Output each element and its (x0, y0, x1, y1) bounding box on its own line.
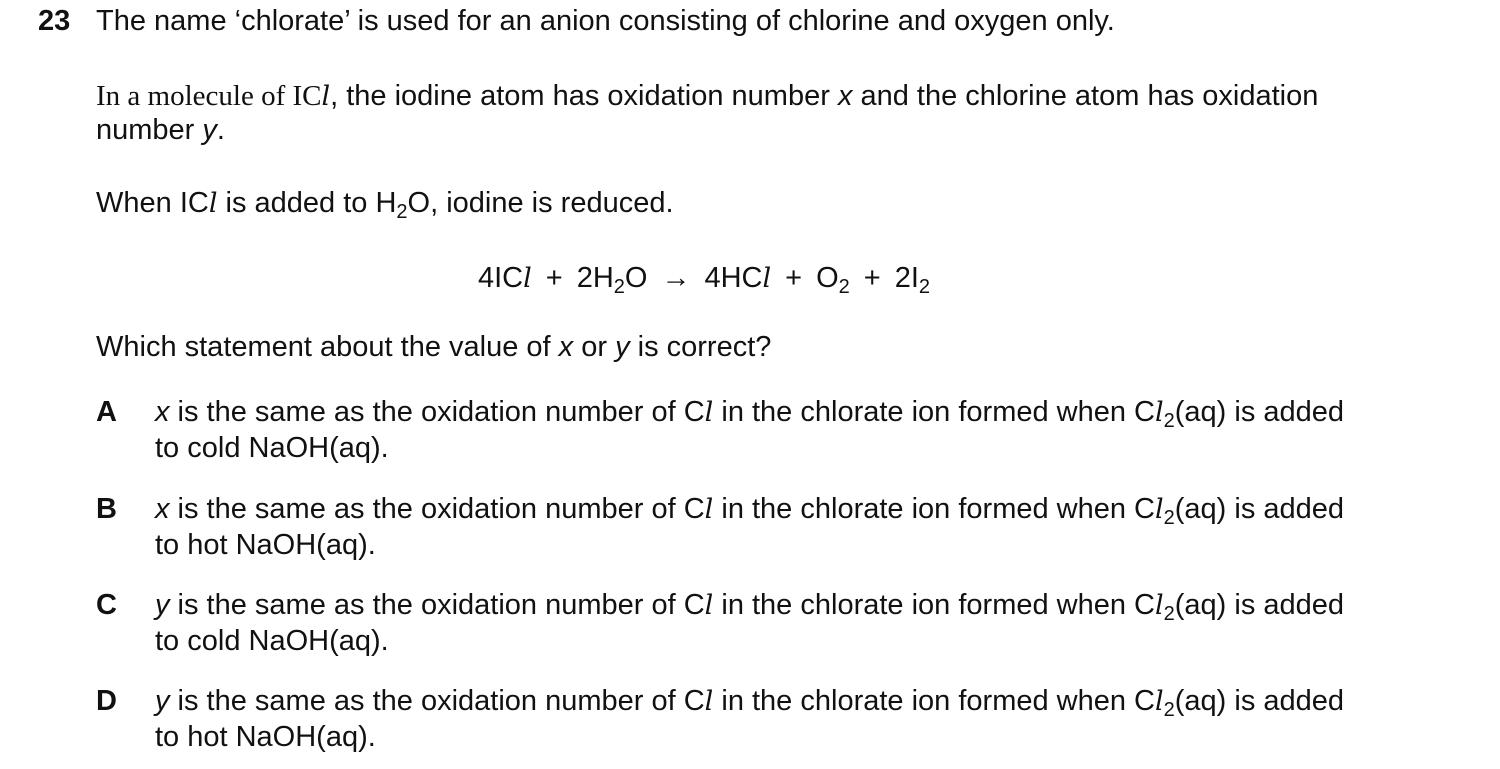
text-segment: in the chlorate ion formed when C (713, 493, 1155, 525)
text-segment: in the chlorate ion formed when C (713, 589, 1155, 621)
option-variable: x (155, 396, 170, 428)
subscript: 2 (396, 201, 408, 223)
variable-x: x (837, 80, 853, 112)
subscript: 2 (838, 276, 850, 298)
chlorine-l-glyph: l (704, 686, 714, 717)
reaction-arrow-icon: → (661, 262, 691, 294)
text-segment: (aq) is added (1174, 396, 1345, 428)
equation-term: 2I (894, 262, 919, 294)
chlorine-l-glyph: l (208, 188, 218, 219)
text-segment: in the chlorate ion formed when C (713, 396, 1155, 428)
text-segment: number (96, 114, 203, 146)
text-segment: is the same as the oxidation number of C (169, 685, 705, 717)
chlorine-l-glyph: l (704, 590, 714, 621)
chlorine-l-glyph: l (762, 263, 772, 294)
variable-y: y (202, 114, 217, 146)
subscript: 2 (1163, 410, 1175, 432)
option-letter[interactable]: A (96, 396, 117, 428)
text-segment: in the chlorate ion formed when C (713, 685, 1155, 717)
option-text-line-2[interactable]: to cold NaOH(aq). (155, 432, 389, 464)
variable-x: x (558, 331, 574, 363)
chlorine-l-glyph: l (523, 263, 532, 294)
chlorine-l-glyph: l (1155, 494, 1164, 525)
chlorine-l-glyph: l (1155, 397, 1164, 428)
question-molecule-line-2 (96, 113, 225, 148)
text-segment: or (573, 331, 616, 363)
text-segment: (aq) is added (1174, 685, 1345, 717)
option-variable: y (155, 685, 170, 717)
subscript: 2 (613, 276, 625, 298)
chlorine-l-glyph: l (704, 494, 714, 525)
text-segment: is correct? (629, 331, 772, 363)
text-segment: (aq) is added (1174, 589, 1345, 621)
text-segment: O, iodine is reduced. (407, 187, 674, 219)
text-segment: is the same as the oxidation number of C (169, 493, 705, 525)
question-reduction-line (96, 186, 674, 221)
chlorine-l-glyph: l (704, 397, 714, 428)
text-segment: In a molecule of IC (96, 80, 322, 112)
equation-term: 4HC (704, 262, 763, 294)
option-variable: x (155, 493, 170, 525)
equation-term: O (624, 262, 648, 294)
chlorine-l-glyph: l (1155, 686, 1164, 717)
subscript: 2 (1163, 699, 1175, 721)
subscript: 2 (918, 276, 931, 298)
option-letter[interactable]: B (96, 493, 117, 525)
text-segment: and the chlorine atom has oxidation (852, 80, 1319, 112)
variable-y: y (615, 331, 630, 363)
option-text-line-1[interactable] (155, 395, 1344, 430)
question-molecule-line (96, 79, 1318, 114)
equation-term: 4IC (478, 262, 524, 294)
text-segment: Which statement about the value of (96, 331, 559, 363)
text-segment: is added to H (217, 187, 397, 219)
option-text-line-1[interactable] (155, 492, 1344, 527)
text-segment: , the iodine atom has oxidation number (330, 80, 838, 112)
option-letter[interactable]: C (96, 589, 117, 621)
equation-term: O (816, 262, 839, 294)
option-text-line-2[interactable]: to cold NaOH(aq). (155, 625, 389, 657)
option-text-line-1[interactable] (155, 588, 1344, 623)
equation-term: 2H (576, 262, 614, 294)
chemical-equation (478, 261, 930, 296)
option-text-line-2[interactable]: to hot NaOH(aq). (155, 721, 376, 753)
text-segment: (aq) is added (1174, 493, 1345, 525)
option-text-line-2[interactable]: to hot NaOH(aq). (155, 529, 376, 561)
chlorine-l-glyph: l (321, 81, 331, 112)
question-prompt (96, 330, 771, 365)
subscript: 2 (1163, 603, 1175, 625)
subscript: 2 (1163, 507, 1175, 529)
plus-sign: + (785, 262, 803, 294)
plus-sign: + (545, 262, 563, 294)
text-segment: . (216, 114, 225, 146)
text-segment: When IC (96, 187, 209, 219)
option-text-line-1[interactable] (155, 684, 1344, 719)
question-intro: The name ‘chlorate’ is used for an anion consisting of chlorine and oxygen only. (96, 5, 1115, 37)
question-number: 23 (38, 5, 71, 37)
text-segment: is the same as the oxidation number of C (169, 589, 705, 621)
option-letter[interactable]: D (96, 685, 117, 717)
chlorine-l-glyph: l (1155, 590, 1164, 621)
plus-sign: + (863, 262, 881, 294)
text-segment: is the same as the oxidation number of C (169, 396, 705, 428)
option-variable: y (155, 589, 170, 621)
